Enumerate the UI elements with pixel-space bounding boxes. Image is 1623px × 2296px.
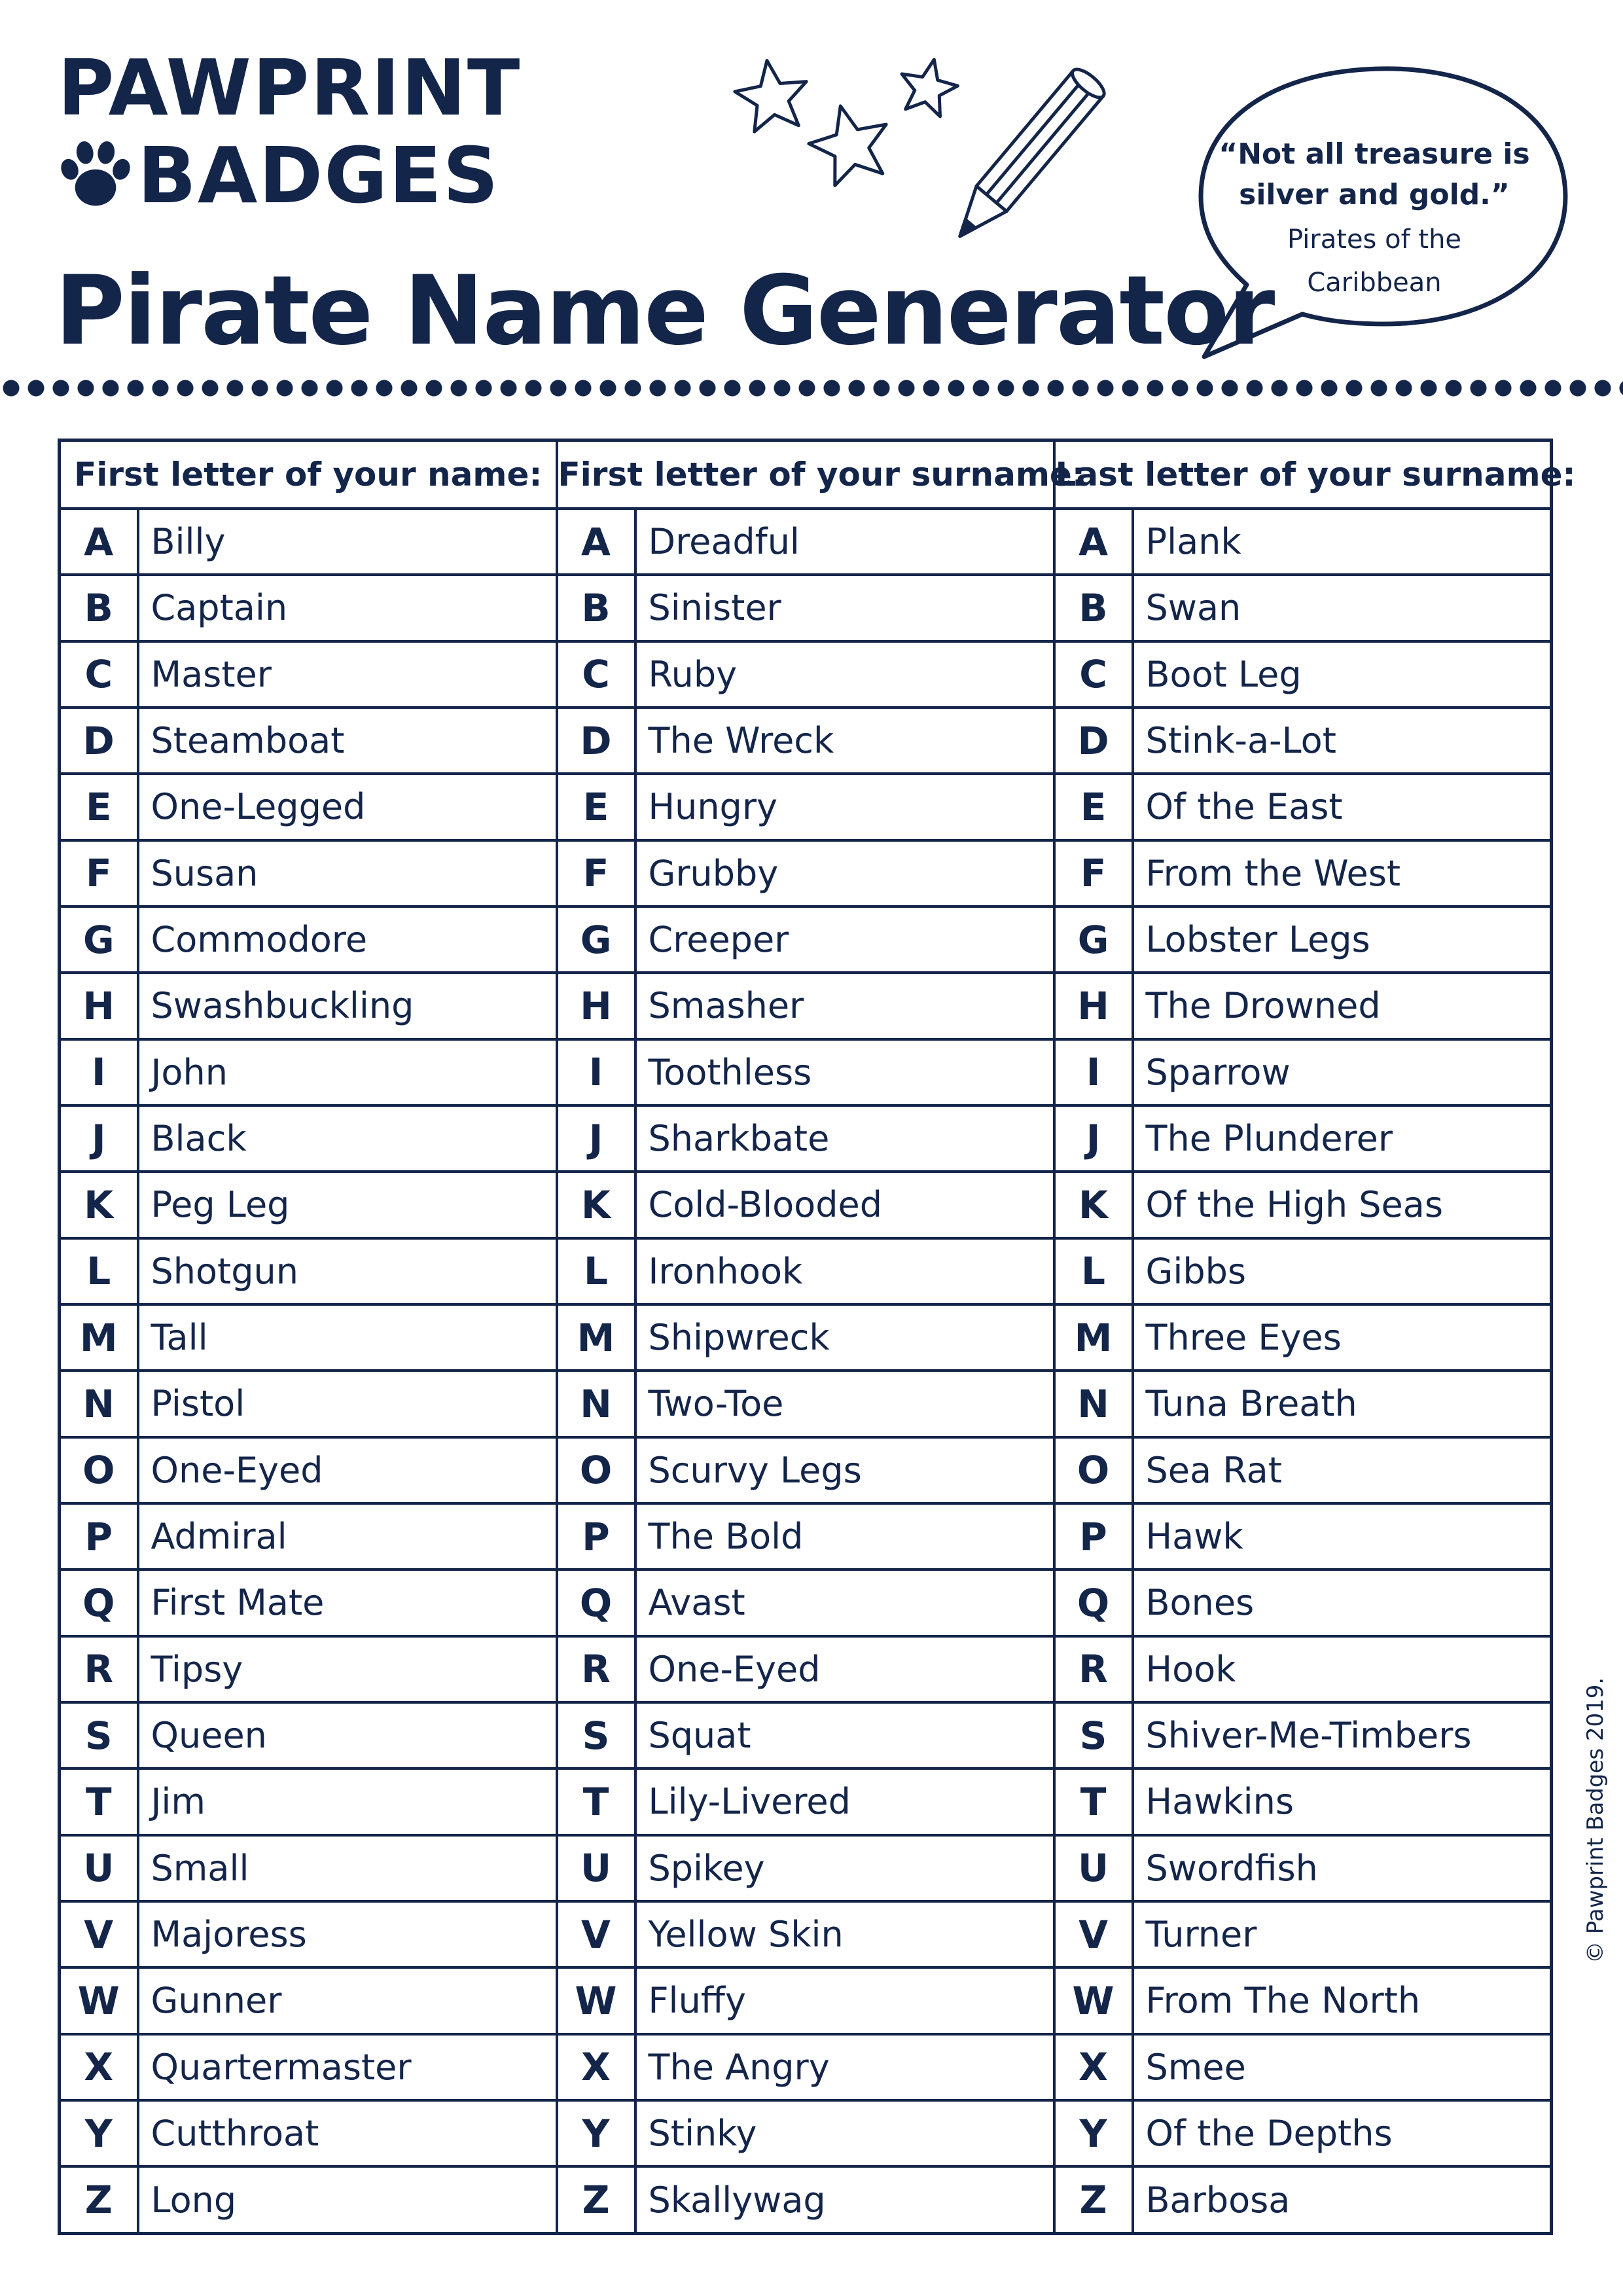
letter-cell: H [1054,973,1133,1039]
letter-cell: F [1054,840,1133,906]
name-part-cell: Sinister [635,575,1054,641]
table-row [60,1172,1552,1238]
letter-cell: U [1054,1835,1133,1901]
copyright-note: © Pawprint Badges 2019. [1582,1677,1609,1964]
letter-cell: V [60,1901,138,1967]
letter-cell: K [60,1172,138,1238]
letter-cell: D [1054,708,1133,774]
name-part-cell: Shiver-Me-Timbers [1133,1702,1552,1768]
quote-source: Pirates of the Caribbean [1287,224,1462,298]
name-part-cell: Queen [138,1702,557,1768]
letter-cell: C [1054,641,1133,708]
letter-cell: Y [60,2100,138,2166]
letter-cell: K [557,1172,635,1238]
name-part-cell: Hawk [1133,1503,1552,1570]
letter-cell: C [60,641,138,708]
name-part-cell: Gunner [138,1967,557,2034]
table-row [60,1768,1552,1835]
table-row [60,906,1552,973]
table-row [60,641,1552,708]
table-row [60,575,1552,641]
table-row [60,1503,1552,1570]
name-part-cell: First Mate [138,1570,557,1636]
letter-cell: J [60,1105,138,1172]
name-part-cell: Bones [1133,1570,1552,1636]
letter-cell: I [1054,1039,1133,1105]
name-part-cell: The Bold [635,1503,1054,1570]
letter-cell: V [1054,1901,1133,1967]
letter-cell: W [60,1967,138,2034]
letter-cell: X [1054,2034,1133,2100]
name-part-cell: Avast [635,1570,1054,1636]
name-part-cell: Steamboat [138,708,557,774]
name-part-cell: Stinky [635,2100,1054,2166]
letter-cell: M [60,1304,138,1371]
name-part-cell: The Wreck [635,708,1054,774]
name-part-cell: Long [138,2166,557,2233]
letter-cell: O [557,1437,635,1503]
letter-cell: O [1054,1437,1133,1503]
letter-cell: Q [1054,1570,1133,1636]
letter-cell: Z [1054,2166,1133,2233]
name-part-cell: Shipwreck [635,1304,1054,1371]
table-row [60,2034,1552,2100]
name-part-cell: Of the East [1133,774,1552,840]
name-part-cell: Tuna Breath [1133,1371,1552,1437]
letter-cell: W [557,1967,635,2034]
name-part-cell: Tipsy [138,1636,557,1702]
name-part-cell: Shotgun [138,1238,557,1304]
table-row [60,1371,1552,1437]
name-part-cell: Plank [1133,509,1552,575]
letter-cell: M [1054,1304,1133,1371]
letter-cell: F [60,840,138,906]
letter-cell: L [1054,1238,1133,1304]
letter-cell: A [1054,509,1133,575]
name-part-cell: Captain [138,575,557,641]
table-row [60,1039,1552,1105]
name-part-cell: One-Legged [138,774,557,840]
letter-cell: D [557,708,635,774]
column-header: Last letter of your surname: [1054,440,1552,509]
name-part-cell: Lobster Legs [1133,906,1552,973]
name-part-cell: One-Eyed [635,1636,1054,1702]
letter-cell: P [557,1503,635,1570]
name-part-cell: Jim [138,1768,557,1835]
letter-cell: Y [557,2100,635,2166]
letter-cell: G [1054,906,1133,973]
letter-cell: N [60,1371,138,1437]
page-title: Pirate Name Generator [55,255,1274,367]
name-part-cell: The Angry [635,2034,1054,2100]
letter-cell: R [1054,1636,1133,1702]
column-header: First letter of your surname: [557,440,1054,509]
name-part-cell: One-Eyed [138,1437,557,1503]
name-part-cell: Ruby [635,641,1054,708]
dotted-divider [0,378,1623,398]
letter-cell: X [60,2034,138,2100]
letter-cell: C [557,641,635,708]
letter-cell: H [60,973,138,1039]
name-part-cell: Fluffy [635,1967,1054,2034]
letter-cell: M [557,1304,635,1371]
letter-cell: A [60,509,138,575]
letter-cell: I [60,1039,138,1105]
letter-cell: N [1054,1371,1133,1437]
table-row [60,973,1552,1039]
letter-cell: R [557,1636,635,1702]
name-part-cell: Admiral [138,1503,557,1570]
table-row [60,1105,1552,1172]
name-part-cell: Commodore [138,906,557,973]
table-row [60,840,1552,906]
name-part-cell: Master [138,641,557,708]
name-part-cell: Scurvy Legs [635,1437,1054,1503]
name-part-cell: From the West [1133,840,1552,906]
name-part-cell: The Drowned [1133,973,1552,1039]
table-row [60,1835,1552,1901]
letter-cell: U [557,1835,635,1901]
table-row [60,708,1552,774]
name-part-cell: Hawkins [1133,1768,1552,1835]
name-part-cell: Gibbs [1133,1238,1552,1304]
letter-cell: W [1054,1967,1133,2034]
name-part-cell: Creeper [635,906,1054,973]
letter-cell: Q [557,1570,635,1636]
table-row [60,1901,1552,1967]
name-part-cell: Hungry [635,774,1054,840]
name-part-cell: Tall [138,1304,557,1371]
name-part-cell: Smasher [635,973,1054,1039]
letter-cell: I [557,1039,635,1105]
name-part-cell: Three Eyes [1133,1304,1552,1371]
letter-cell: B [557,575,635,641]
star-icon [731,56,812,134]
letter-cell: J [1054,1105,1133,1172]
brand-line-1: PAWPRINT [58,43,522,133]
letter-cell: L [60,1238,138,1304]
name-part-cell: Swordfish [1133,1835,1552,1901]
paw-print-icon [58,137,134,213]
table-row [60,1636,1552,1702]
table-row [60,1570,1552,1636]
table-row [60,2100,1552,2166]
letter-cell: B [60,575,138,641]
letter-cell: G [557,906,635,973]
letter-cell: Q [60,1570,138,1636]
name-part-cell: Spikey [635,1835,1054,1901]
star-icon [895,54,962,119]
name-part-cell: Skallywag [635,2166,1054,2233]
name-part-cell: Two-Toe [635,1371,1054,1437]
name-part-cell: Quartermaster [138,2034,557,2100]
name-part-cell: Stink-a-Lot [1133,708,1552,774]
letter-cell: F [557,840,635,906]
table-row [60,1238,1552,1304]
letter-cell: U [60,1835,138,1901]
name-part-cell: Cold-Blooded [635,1172,1054,1238]
letter-cell: X [557,2034,635,2100]
letter-cell: A [557,509,635,575]
letter-cell: E [60,774,138,840]
name-part-cell: Pistol [138,1371,557,1437]
name-part-cell: Swashbuckling [138,973,557,1039]
letter-cell: L [557,1238,635,1304]
name-part-cell: Lily-Livered [635,1768,1054,1835]
name-part-cell: Susan [138,840,557,906]
table-row [60,1702,1552,1768]
name-part-cell: Majoress [138,1901,557,1967]
name-part-cell: Cutthroat [138,2100,557,2166]
name-part-cell: From The North [1133,1967,1552,2034]
table-row [60,2166,1552,2233]
name-part-cell: Ironhook [635,1238,1054,1304]
letter-cell: V [557,1901,635,1967]
quote-text: “Not all treasure is silver and gold.” [1219,137,1530,211]
pirate-name-table [58,439,1576,2235]
letter-cell: R [60,1636,138,1702]
letter-cell: P [60,1503,138,1570]
name-part-cell: John [138,1039,557,1105]
letter-cell: T [60,1768,138,1835]
name-part-cell: Grubby [635,840,1054,906]
pencil-icon [945,65,1109,249]
brand-logo [58,43,522,229]
letter-cell: H [557,973,635,1039]
brand-line-2: BADGES [137,130,500,221]
name-part-cell: The Plunderer [1133,1105,1552,1172]
name-part-cell: Sparrow [1133,1039,1552,1105]
letter-cell: G [60,906,138,973]
brand-row-2 [58,130,503,221]
letter-cell: Z [557,2166,635,2233]
name-part-cell: Smee [1133,2034,1552,2100]
name-part-cell: Boot Leg [1133,641,1552,708]
name-part-cell: Of the High Seas [1133,1172,1552,1238]
letter-cell: P [1054,1503,1133,1570]
letter-cell: B [1054,575,1133,641]
letter-cell: D [60,708,138,774]
letter-cell: N [557,1371,635,1437]
name-part-cell: Yellow Skin [635,1901,1054,1967]
star-icon [802,96,897,189]
name-part-cell: Peg Leg [138,1172,557,1238]
name-part-cell: Swan [1133,575,1552,641]
name-part-cell: Squat [635,1702,1054,1768]
table-row [60,774,1552,840]
name-part-cell: Dreadful [635,509,1054,575]
letter-cell: E [1054,774,1133,840]
name-part-cell: Sharkbate [635,1105,1054,1172]
letter-cell: O [60,1437,138,1503]
name-part-cell: Barbosa [1133,2166,1552,2233]
name-part-cell: Hook [1133,1636,1552,1702]
name-part-cell: Toothless [635,1039,1054,1105]
letter-cell: S [60,1702,138,1768]
table-row [60,509,1552,575]
letter-cell: E [557,774,635,840]
name-part-cell: Small [138,1835,557,1901]
column-header: First letter of your name: [60,440,557,509]
name-part-cell: Turner [1133,1901,1552,1967]
letter-cell: K [1054,1172,1133,1238]
letter-cell: Z [60,2166,138,2233]
name-part-cell: Black [138,1105,557,1172]
table-row [60,1304,1552,1371]
letter-cell: T [1054,1768,1133,1835]
letter-cell: S [1054,1702,1133,1768]
letter-cell: T [557,1768,635,1835]
table-header-row [60,440,1552,509]
doodle-group [694,39,1217,275]
name-part-cell: Of the Depths [1133,2100,1552,2166]
table-row [60,1437,1552,1503]
table-row [60,1967,1552,2034]
letter-cell: Y [1054,2100,1133,2166]
letter-cell: S [557,1702,635,1768]
letter-cell: J [557,1105,635,1172]
name-part-cell: Billy [138,509,557,575]
name-part-cell: Sea Rat [1133,1437,1552,1503]
